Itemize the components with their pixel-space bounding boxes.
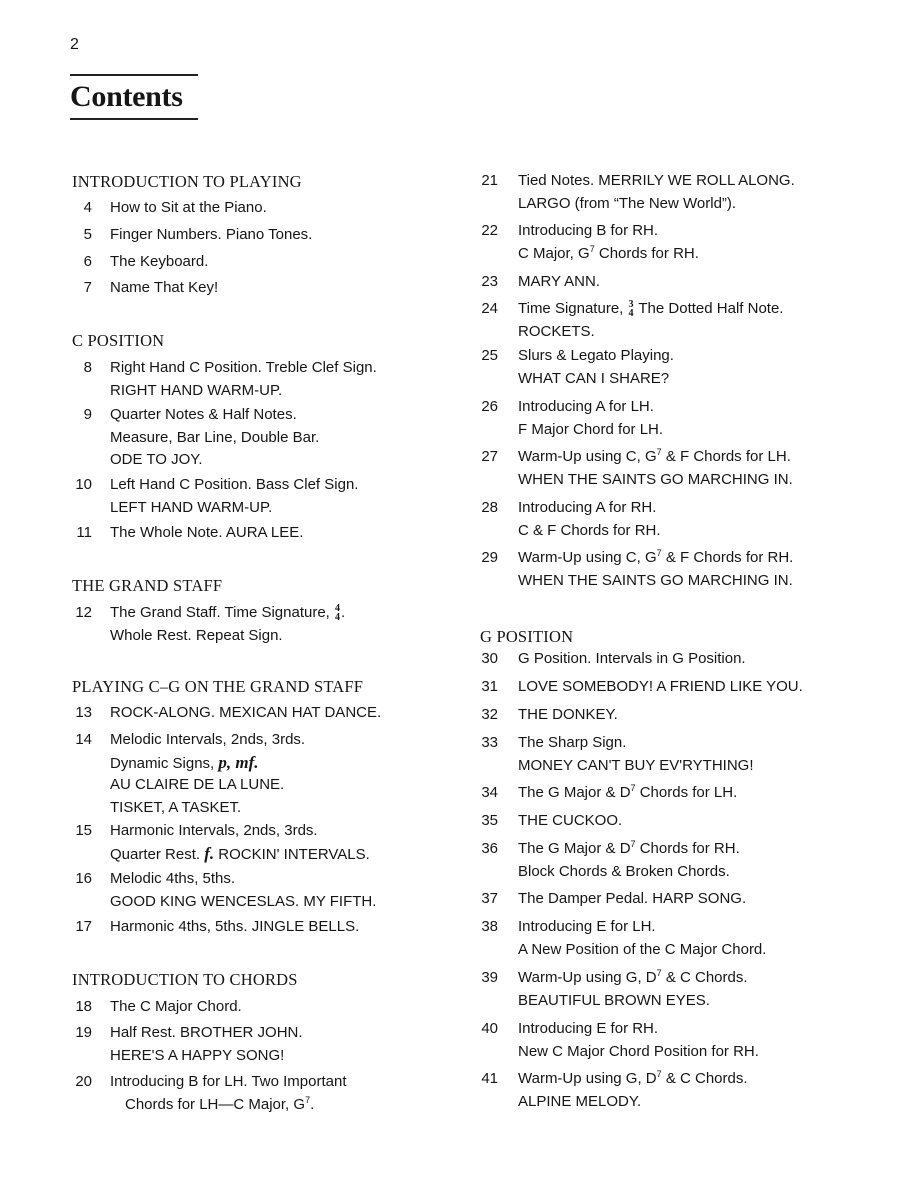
toc-page-number: 34 — [481, 784, 498, 801]
toc-entry-text: Measure, Bar Line, Double Bar. — [110, 428, 320, 446]
toc-entry-text: How to Sit at the Piano. — [110, 199, 267, 216]
toc-entry-text: The Keyboard. — [110, 253, 209, 270]
toc-entry-text: Introducing E for LH. — [518, 918, 656, 935]
toc-entry-text: Left Hand C Position. Bass Clef Sign. — [110, 476, 359, 493]
toc-entry-text: Warm-Up using G, D — [518, 1070, 657, 1087]
toc-entry-text: AU CLAIRE DE LA LUNE. — [110, 776, 285, 793]
toc-page-number: 28 — [481, 499, 498, 516]
toc-page-number: 5 — [83, 226, 92, 243]
toc-page-number: 31 — [481, 678, 498, 695]
toc-entry-text: TISKET, A TASKET. — [110, 798, 242, 816]
toc-entry-text: GOOD KING WENCESLAS. MY FIFTH. — [110, 892, 377, 910]
toc-page-number: 26 — [481, 398, 498, 415]
toc-page-number: 21 — [481, 172, 498, 189]
toc-entry-text: WHAT CAN I SHARE? — [518, 369, 670, 387]
toc-page-number: 16 — [75, 870, 92, 887]
toc-entry-text: A New Position of the C Major Chord. — [518, 940, 767, 958]
toc-page-number: 41 — [481, 1070, 498, 1087]
toc-entry-text: MONEY CAN'T BUY EV'RYTHING! — [518, 756, 754, 774]
toc-page-number: 18 — [75, 998, 92, 1015]
section-heading: THE GRAND STAFF — [72, 576, 223, 595]
toc-entry-text: The Sharp Sign. — [518, 734, 627, 751]
toc-entry-text: Chords for LH—C Major, G — [125, 1095, 306, 1113]
toc-page-number: 9 — [83, 406, 92, 423]
toc-entry-text: Introducing A for RH. — [518, 499, 657, 516]
forte-sign-icon: f. — [204, 843, 215, 863]
toc-entry-text: WHEN THE SAINTS GO MARCHING IN. — [518, 470, 793, 488]
toc-entry-text: Half Rest. BROTHER JOHN. — [110, 1024, 303, 1041]
toc-entry-text: Block Chords & Broken Chords. — [518, 862, 730, 880]
toc-entry-text: Name That Key! — [110, 279, 219, 296]
toc-entry-text: Introducing E for RH. — [518, 1020, 659, 1037]
time-signature-icon: 4 4 — [335, 603, 341, 623]
toc-entry-text: Warm-Up using C, G — [518, 448, 657, 465]
toc-page-number: 22 — [481, 222, 498, 239]
toc-page-number: 36 — [481, 840, 498, 857]
toc-entry-text: Warm-Up using C, G — [518, 549, 657, 566]
toc-entry-text: Whole Rest. Repeat Sign. — [110, 626, 283, 644]
title-rule-top — [70, 74, 198, 76]
toc-page-number: 11 — [76, 524, 92, 541]
toc-entry-text: HERE'S A HAPPY SONG! — [110, 1046, 285, 1064]
toc-entry-text: Time Signature, — [518, 300, 624, 317]
toc-entry-text: MARY ANN. — [518, 273, 600, 290]
toc-page-number: 10 — [75, 476, 92, 493]
toc-entry-text: Warm-Up using G, D — [518, 969, 657, 986]
toc-page-number: 32 — [481, 706, 498, 723]
toc-page-number: 37 — [481, 890, 498, 907]
toc-entry-text: LARGO (from “The New World”). — [518, 194, 737, 212]
toc-page-number: 29 — [481, 549, 498, 566]
toc-entry-text: New C Major Chord Position for RH. — [518, 1042, 759, 1060]
toc-entry-text: LEFT HAND WARM-UP. — [110, 498, 273, 516]
toc-entry-text: ROCKIN' INTERVALS. — [218, 845, 370, 863]
toc-page-number: 25 — [481, 347, 498, 364]
toc-entry-text: ODE TO JOY. — [110, 451, 203, 468]
toc-entry-text: BEAUTIFUL BROWN EYES. — [518, 991, 710, 1009]
toc-page-number: 30 — [481, 650, 498, 667]
toc-entry-text: F Major Chord for LH. — [518, 420, 664, 438]
toc-entry-text: ROCK-ALONG. MEXICAN HAT DANCE. — [110, 704, 382, 721]
page-number: 2 — [70, 36, 79, 53]
toc-entry-text: LOVE SOMEBODY! A FRIEND LIKE YOU. — [518, 678, 803, 695]
toc-entry-text: Tied Notes. MERRILY WE ROLL ALONG. — [518, 172, 795, 189]
toc-page-number: 14 — [75, 731, 92, 748]
toc-entry-text: Melodic 4ths, 5ths. — [110, 870, 236, 887]
toc-entry-text: Finger Numbers. Piano Tones. — [110, 226, 313, 243]
toc-entry-text: Slurs & Legato Playing. — [518, 347, 674, 364]
toc-entry-text: THE DONKEY. — [518, 706, 618, 723]
toc-page-number: 38 — [481, 918, 498, 935]
toc-entry-text: Dynamic Signs, — [110, 754, 215, 772]
toc-entry-text: Melodic Intervals, 2nds, 3rds. — [110, 731, 306, 748]
toc-page-number: 7 — [83, 279, 92, 296]
toc-entry-text: Introducing B for RH. — [518, 222, 659, 239]
toc-page-number: 33 — [481, 734, 498, 751]
section-heading: C POSITION — [72, 331, 165, 350]
toc-entry-text: Quarter Rest. — [110, 845, 201, 863]
toc-entry-text: RIGHT HAND WARM-UP. — [110, 381, 283, 399]
toc-entry-text: C & F Chords for RH. — [518, 521, 661, 539]
toc-entry-text: Harmonic 4ths, 5ths. JINGLE BELLS. — [110, 918, 360, 935]
toc-entry-text: Introducing A for LH. — [518, 398, 654, 415]
toc-page-number: 17 — [75, 918, 92, 935]
toc-page-number: 15 — [75, 822, 92, 839]
toc-page-number: 40 — [481, 1020, 498, 1037]
toc-entry-text: Quarter Notes & Half Notes. — [110, 406, 297, 423]
toc-entry-text: The G Major & D — [518, 840, 631, 857]
toc-page-number: 27 — [481, 448, 498, 465]
toc-entry-text: G Position. Intervals in G Position. — [518, 650, 746, 667]
toc-page-number: 19 — [75, 1024, 92, 1041]
dynamic-signs-icon: p, mf. — [218, 752, 259, 772]
section-heading: G POSITION — [480, 627, 574, 646]
toc-page-number: 6 — [83, 253, 92, 270]
section-heading: PLAYING C–G ON THE GRAND STAFF — [72, 677, 364, 696]
toc-entry-text: C Major, G — [518, 244, 590, 262]
toc-entry-text: ALPINE MELODY. — [518, 1092, 642, 1110]
toc-page-number: 23 — [481, 273, 498, 290]
toc-entry-text: THE CUCKOO. — [518, 812, 623, 829]
toc-page-number: 12 — [75, 604, 92, 621]
toc-page-number: 35 — [481, 812, 498, 829]
toc-entry-text: WHEN THE SAINTS GO MARCHING IN. — [518, 571, 793, 589]
page-title: Contents — [70, 80, 183, 113]
toc-entry-text: The C Major Chord. — [110, 998, 242, 1015]
toc-page-number: 8 — [83, 359, 92, 376]
toc-page-number: 39 — [481, 969, 498, 986]
toc-entry-text: ROCKETS. — [518, 322, 595, 340]
toc-page-number: 13 — [75, 704, 92, 721]
time-signature-icon: 3 4 — [628, 299, 634, 319]
section-heading: INTRODUCTION TO CHORDS — [72, 970, 298, 989]
toc-entry-text: Right Hand C Position. Treble Clef Sign. — [110, 359, 377, 376]
toc-entry-text: The Damper Pedal. HARP SONG. — [518, 890, 747, 907]
toc-entry-text: The G Major & D — [518, 784, 631, 801]
toc-page-number: 20 — [75, 1073, 92, 1090]
toc-entry-text: Introducing B for LH. Two Important — [110, 1073, 347, 1090]
toc-entry-text: The Whole Note. AURA LEE. — [110, 524, 304, 541]
toc-page-number: 4 — [83, 199, 92, 216]
toc-entry-text: The Grand Staff. Time Signature, — [110, 604, 330, 621]
section-heading: INTRODUCTION TO PLAYING — [72, 172, 302, 191]
title-rule-bottom — [70, 118, 198, 120]
toc-entry-text: Harmonic Intervals, 2nds, 3rds. — [110, 822, 318, 839]
toc-page-number: 24 — [481, 300, 498, 317]
